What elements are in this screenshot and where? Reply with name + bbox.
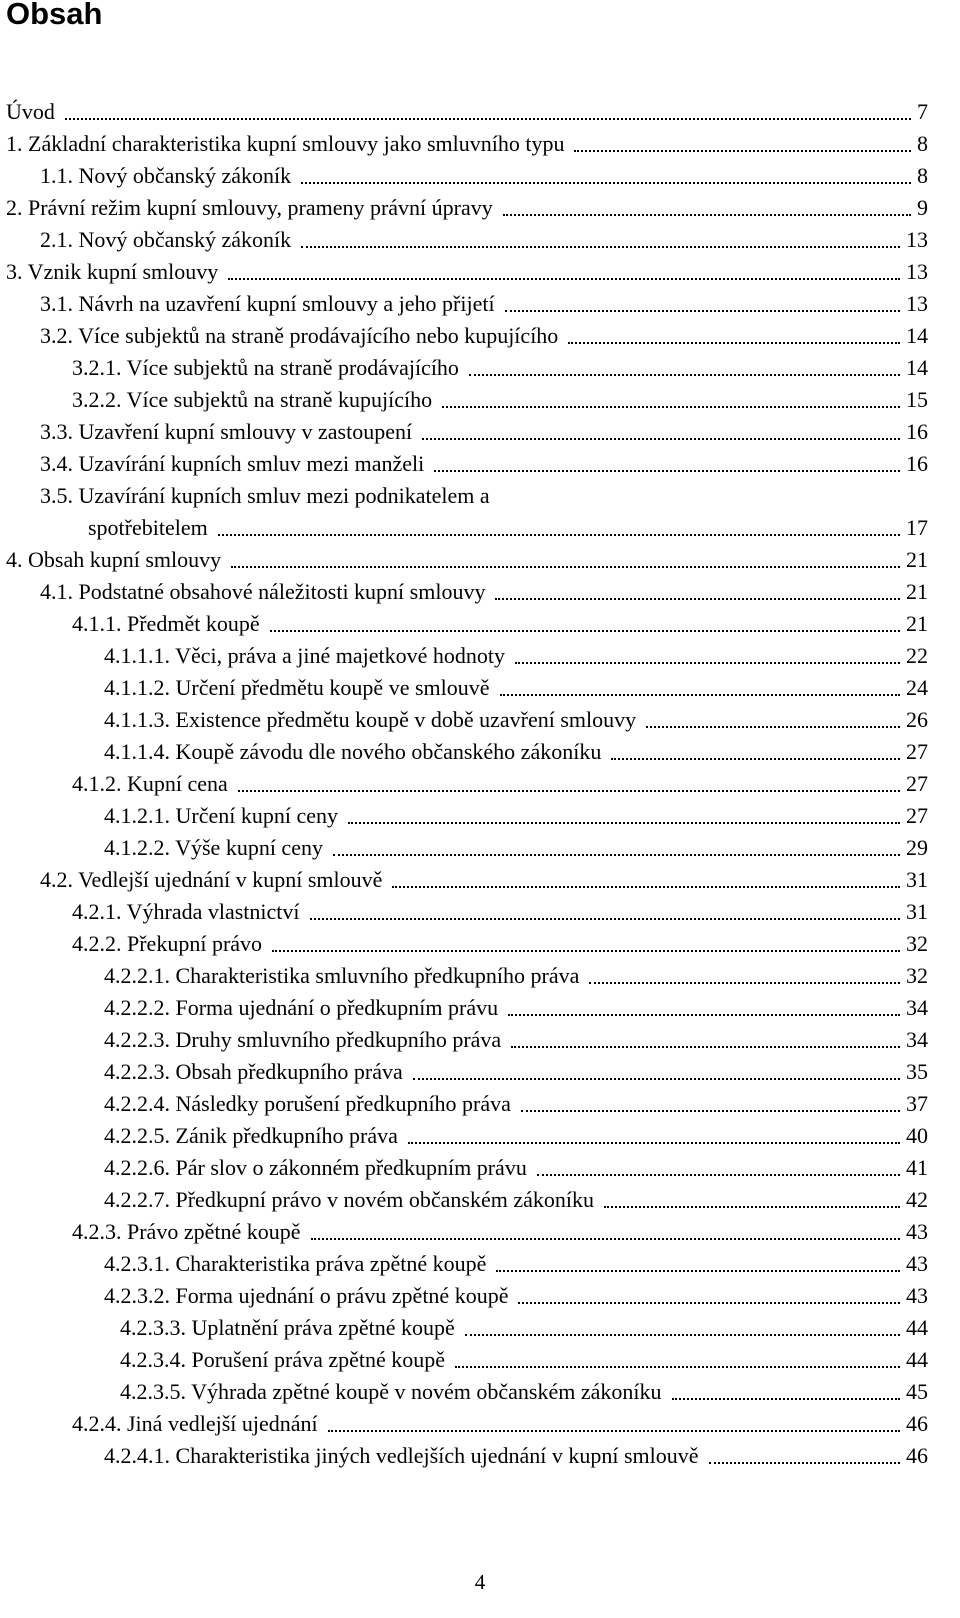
dot-leader [231,566,900,568]
toc-entry[interactable] [0,544,960,576]
toc-entry[interactable] [0,512,960,544]
toc-entry-title: 4. Obsah kupní smlouvy [6,547,222,572]
toc-entry[interactable] [0,128,960,160]
toc-entry[interactable] [0,640,960,672]
toc-entry[interactable] [0,448,960,480]
toc-entry[interactable] [0,832,960,864]
toc-entry[interactable] [0,960,960,992]
toc-entry-page: 8 [917,163,928,188]
dot-leader [469,374,900,376]
dot-leader [272,950,900,952]
dot-leader [508,1014,900,1016]
toc-entry[interactable] [0,864,960,896]
toc-entry-page: 45 [906,1379,928,1404]
toc-entry[interactable] [0,288,960,320]
toc-entry-title: 4.2.1. Výhrada vlastnictví [72,899,300,924]
toc-entry-title: 4.2.3.4. Porušení práva zpětné koupě [120,1347,446,1372]
toc-entry-title: spotřebitelem [88,515,208,540]
dot-leader [503,214,911,216]
toc-entry-title: 3.2. Více subjektů na straně prodávajícího nebo kupujícího [40,323,559,348]
toc-entry-title: 4.2.2.4. Následky porušení předkupního práva [104,1091,511,1116]
toc-entry-page: 21 [906,579,928,604]
dot-leader [328,1430,900,1432]
toc-entry-title: 1. Základní charakteristika kupní smlouvy jako smluvního typu [6,131,565,156]
dot-leader [568,342,900,344]
toc-entry-page: 41 [906,1155,928,1180]
toc-entry-page: 27 [906,771,928,796]
toc-entry-page: 9 [917,195,928,220]
dot-leader [413,1078,900,1080]
toc-entry[interactable] [0,928,960,960]
toc-entry-title: 1.1. Nový občanský zákoník [40,163,292,188]
toc-entry-page: 13 [906,227,928,252]
dot-leader [238,790,900,792]
toc-entry-title: 4.2.2.7. Předkupní právo v novém občanském zákoníku [104,1187,595,1212]
toc-entry-title: 4.1.1.3. Existence předmětu koupě v době uzavření smlouvy [104,707,637,732]
toc-entry-page: 26 [906,707,928,732]
toc-entry-page: 16 [906,419,928,444]
toc-entry[interactable] [0,256,960,288]
toc-entry[interactable] [0,320,960,352]
toc-entry-page: 32 [906,963,928,988]
toc-entry[interactable] [0,1152,960,1184]
toc-entry[interactable] [0,992,960,1024]
toc-entry-page: 24 [906,675,928,700]
toc-entry[interactable] [0,704,960,736]
toc-entry-title: 4.2.2.1. Charakteristika smluvního předkupního práva [104,963,580,988]
dot-leader [505,310,900,312]
toc-entry[interactable] [0,96,960,128]
toc-entry-page: 7 [917,99,928,124]
toc-entry-title: 4.1.1.1. Věci, práva a jiné majetkové hodnoty [104,643,505,668]
toc-entry[interactable] [0,480,960,512]
toc-entry-title: 4.2.3.5. Výhrada zpětné koupě v novém občanském zákoníku [120,1379,662,1404]
toc-entry-page: 31 [906,867,928,892]
toc-entry-title: 3.2.1. Více subjektů na straně prodávajícího [72,355,459,380]
dot-leader [408,1142,900,1144]
toc-entry-title: 3.2.2. Více subjektů na straně kupujícího [72,387,433,412]
toc-entry-page: 15 [906,387,928,412]
toc-entry-page: 43 [906,1283,928,1308]
toc-entry[interactable] [0,1248,960,1280]
toc-entry[interactable] [0,352,960,384]
dot-leader [672,1398,900,1400]
toc-entry-title: 2. Právní režim kupní smlouvy, prameny právní úpravy [6,195,493,220]
toc-entry-page: 37 [906,1091,928,1116]
toc-entry-title: 4.1.2.1. Určení kupní ceny [104,803,338,828]
toc-entry-page: 32 [906,931,928,956]
dot-leader [422,438,900,440]
dot-leader [465,1334,900,1336]
toc-entry-page: 29 [906,835,928,860]
toc-entry-title: 3.5. Uzavírání kupních smluv mezi podnikatelem a [40,483,490,508]
toc-entry-title: 3. Vznik kupní smlouvy [6,259,219,284]
toc-entry-title: 4.2.3.2. Forma ujednání o právu zpětné koupě [104,1283,509,1308]
toc-entry-title: 4.1.1.4. Koupě závodu dle nového občanského zákoníku [104,739,602,764]
dot-leader [310,918,900,920]
toc-entry-page: 44 [906,1315,928,1340]
dot-leader [515,662,900,664]
toc-entry-title: 4.2.3. Právo zpětné koupě [72,1219,301,1244]
toc-entry-title: 4.2.4.1. Charakteristika jiných vedlejších ujednání v kupní smlouvě [104,1443,699,1468]
toc-entry[interactable] [0,1408,960,1440]
toc-entry-title: 4.2.2.3. Druhy smluvního předkupního práva [104,1027,502,1052]
dot-leader [589,982,900,984]
dot-leader [646,726,900,728]
toc-entry-title: 4.2.4. Jiná vedlejší ujednání [72,1411,318,1436]
dot-leader [511,1046,900,1048]
toc-entry[interactable] [0,1312,960,1344]
dot-leader [301,246,900,248]
toc-entry[interactable] [0,576,960,608]
toc-entry-page: 46 [906,1443,928,1468]
toc-entry-title: 4.1. Podstatné obsahové náležitosti kupní smlouvy [40,579,486,604]
toc-entry-title: 4.2.2.6. Pár slov o zákonném předkupním právu [104,1155,527,1180]
dot-leader [442,406,900,408]
toc-entry[interactable] [0,1376,960,1408]
dot-leader [218,534,900,536]
toc-entry[interactable] [0,800,960,832]
toc-entry-page: 34 [906,995,928,1020]
toc-entry[interactable] [0,384,960,416]
toc-entry-title: 4.2.2. Překupní právo [72,931,263,956]
toc-entry-page: 17 [906,515,928,540]
page-number: 4 [474,1570,486,1594]
dot-leader [495,598,900,600]
dot-leader [434,470,900,472]
dot-leader [604,1206,900,1208]
toc-entry-title: Úvod [6,99,55,124]
toc-entry[interactable] [0,736,960,768]
toc-entry-page: 43 [906,1251,928,1276]
toc-entry[interactable] [0,1056,960,1088]
toc-entry[interactable] [0,672,960,704]
toc-entry[interactable] [0,160,960,192]
toc-entry-page: 14 [906,355,928,380]
toc-entry-page: 8 [917,131,928,156]
dot-leader [311,1238,900,1240]
dot-leader [392,886,900,888]
toc-entry-title: 4.2.2.3. Obsah předkupního práva [104,1059,403,1084]
toc-entry-title: 4.1.1.2. Určení předmětu koupě ve smlouvě [104,675,490,700]
table-of-contents [0,96,960,1472]
toc-entry[interactable] [0,1440,960,1472]
toc-entry-page: 34 [906,1027,928,1052]
toc-entry[interactable] [0,896,960,928]
toc-entry-title: 4.2.2.2. Forma ujednání o předkupním právu [104,995,499,1020]
toc-entry-page: 31 [906,899,928,924]
toc-entry-title: 3.3. Uzavření kupní smlouvy v zastoupení [40,419,413,444]
toc-entry-page: 42 [906,1187,928,1212]
dot-leader [65,118,911,120]
toc-entry-page: 13 [906,259,928,284]
toc-entry-page: 27 [906,739,928,764]
toc-entry-title: 4.1.2.2. Výše kupní ceny [104,835,323,860]
toc-entry-title: 4.2.3.3. Uplatnění práva zpětné koupě [120,1315,455,1340]
dot-leader [518,1302,900,1304]
dot-leader [348,822,900,824]
dot-leader [521,1110,900,1112]
toc-entry[interactable] [0,1216,960,1248]
toc-entry-title: 4.2.2.5. Zánik předkupního práva [104,1123,398,1148]
toc-entry-page: 44 [906,1347,928,1372]
dot-leader [500,694,900,696]
toc-entry-page: 13 [906,291,928,316]
dot-leader [611,758,900,760]
toc-entry-title: 2.1. Nový občanský zákoník [40,227,292,252]
dot-leader [537,1174,900,1176]
dot-leader [455,1366,900,1368]
toc-entry-title: 4.1.1. Předmět koupě [72,611,260,636]
page-title: Obsah [6,0,103,31]
toc-entry-page: 21 [906,611,928,636]
toc-entry[interactable] [0,416,960,448]
toc-entry[interactable] [0,608,960,640]
toc-entry[interactable] [0,1120,960,1152]
toc-entry[interactable] [0,1088,960,1120]
toc-entry[interactable] [0,1344,960,1376]
dot-leader [709,1462,900,1464]
toc-entry-page: 16 [906,451,928,476]
toc-entry-page: 14 [906,323,928,348]
toc-entry-title: 3.1. Návrh na uzavření kupní smlouvy a jeho přijetí [40,291,495,316]
toc-entry-page: 35 [906,1059,928,1084]
toc-entry-page: 46 [906,1411,928,1436]
toc-entry-title: 4.2. Vedlejší ujednání v kupní smlouvě [40,867,383,892]
dot-leader [574,150,911,152]
toc-entry[interactable] [0,1184,960,1216]
toc-entry[interactable] [0,1024,960,1056]
toc-entry[interactable] [0,1280,960,1312]
dot-leader [333,854,900,856]
toc-entry-page: 22 [906,643,928,668]
dot-leader [496,1270,900,1272]
toc-entry-page: 40 [906,1123,928,1148]
dot-leader [228,278,900,280]
toc-entry-page: 21 [906,547,928,572]
dot-leader [301,182,911,184]
toc-entry[interactable] [0,224,960,256]
toc-entry-title: 4.1.2. Kupní cena [72,771,228,796]
toc-entry-title: 3.4. Uzavírání kupních smluv mezi manželi [40,451,425,476]
dot-leader [270,630,900,632]
toc-entry-title: 4.2.3.1. Charakteristika práva zpětné koupě [104,1251,487,1276]
toc-entry[interactable] [0,192,960,224]
toc-entry-page: 43 [906,1219,928,1244]
toc-entry-page: 27 [906,803,928,828]
toc-entry[interactable] [0,768,960,800]
